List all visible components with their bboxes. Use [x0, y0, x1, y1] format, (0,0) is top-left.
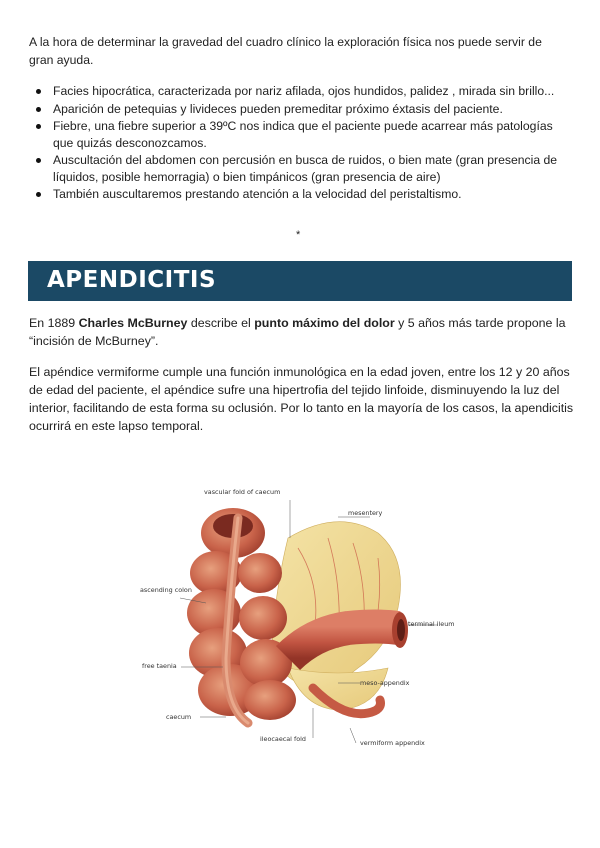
appendix-paragraph: El apéndice vermiforme cumple una función inmunológica en la edad joven, entre los 12 y 20 años de edad del paciente, el apéndice sufre una hipertrofia del tejido linfoide, disminuyendo la luz del interior, facilitando de esta forma su oclusión. Por lo tanto en la mayoría de los casos, la apendicitis ocurrirá en este lapso temporal.	[29, 365, 574, 433]
list-item: Facies hipocrática, caracterizada por nariz afilada, ojos hundidos, palidez , mirada sin brillo...	[29, 83, 559, 100]
signs-list	[29, 83, 559, 204]
label-mesentery: mesentery	[348, 509, 383, 517]
intro-paragraph: A la hora de determinar la gravedad del cuadro clínico la exploración física nos puede servir de gran ayuda.	[29, 35, 542, 67]
mcburney-name: Charles McBurney	[78, 316, 188, 330]
caecum-appendix-illustration	[138, 478, 468, 756]
list-item: Fiebre, una fiebre superior a 39ºC nos indica que el paciente puede acarrear más patologías que quizás desconozcamos.	[29, 118, 559, 151]
label-free-taenia: free taenia	[142, 662, 177, 670]
separator-asterisk: *	[296, 229, 301, 241]
list-item: También auscultaremos prestando atención a la velocidad del peristaltismo.	[29, 186, 559, 203]
pain-point-term: punto máximo del dolor	[254, 316, 395, 330]
mcburney-text: En 1889	[29, 316, 79, 330]
mcburney-text: y 5 años más tarde propone la “incisión de McBurney”.	[29, 316, 566, 348]
label-caecum: caecum	[166, 713, 192, 721]
list-item: Auscultación del abdomen con percusión en busca de ruidos, o bien mate (gran presencia de líquidos, posible hemorragia) o bien timpánicos (gran presencia de aire)	[29, 152, 559, 185]
label-ileocaecal-fold: ileocaecal fold	[260, 735, 306, 743]
mcburney-text: describe el	[187, 316, 255, 330]
label-meso-appendix: meso-appendix	[360, 679, 410, 687]
mcburney-paragraph	[29, 314, 574, 350]
label-vermiform-appendix: vermiform appendix	[360, 739, 425, 747]
section-banner	[28, 261, 572, 301]
label-vascular-fold: vascular fold of caecum	[204, 488, 281, 496]
list-item: Aparición de petequias y livideces pueden premeditar próximo éxtasis del paciente.	[29, 101, 559, 118]
label-terminal-ileum: terminal ileum	[408, 620, 455, 628]
label-ascending-colon: ascending colon	[140, 586, 192, 594]
section-title: APENDICITIS	[47, 267, 217, 293]
